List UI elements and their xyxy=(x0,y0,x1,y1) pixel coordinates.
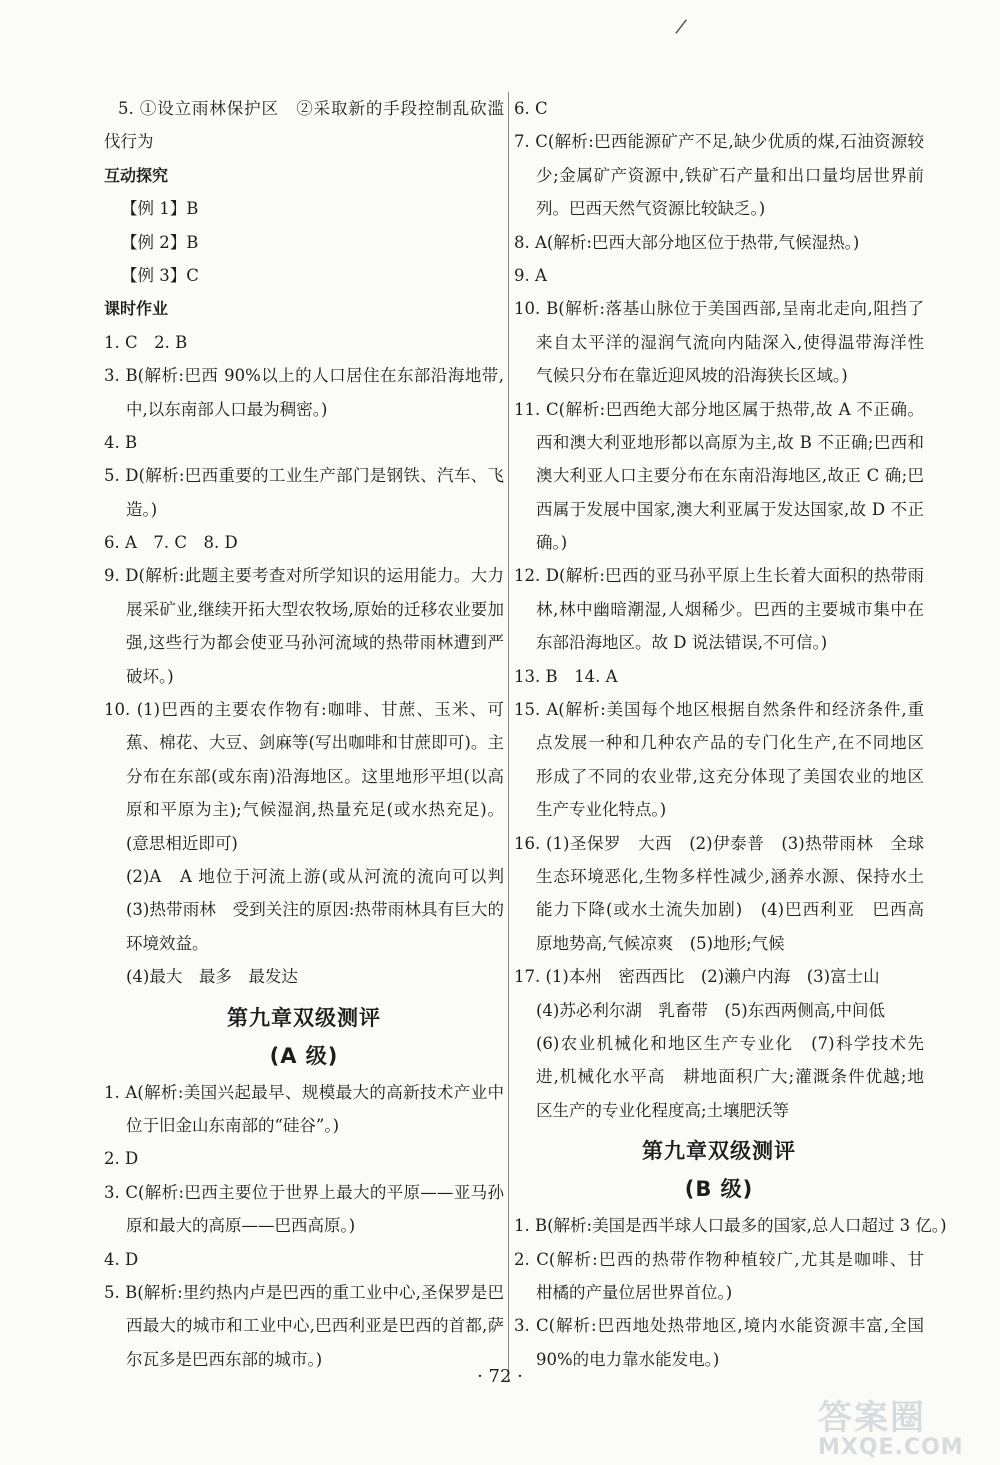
answer-line: 列。巴西天然气资源比较缺乏。) xyxy=(536,199,766,219)
answer-line: 少;金属矿产资源中,铁矿石产量和出口量均居世界前 xyxy=(536,165,924,185)
answer-line: 原地势高,气候凉爽 (5)地形;气候 xyxy=(536,933,785,953)
answer-line: 西最大的城市和工业中心,巴西利亚是巴西的首都,萨 xyxy=(126,1316,504,1336)
answer-line: 原和最大的高原——巴西高原。) xyxy=(126,1216,356,1236)
answer-line: 8. A(解析:巴西大部分地区位于热带,气候湿热。) xyxy=(514,232,860,252)
answer-line: 分布在东部(或东南)沿海地区。这里地形平坦(以高 xyxy=(126,766,504,786)
answer-line: 1. A(解析:美国兴起最早、规模最大的高新技术产业中 xyxy=(104,1082,504,1102)
answer-line: 伐行为 xyxy=(104,132,154,152)
left-answer-list xyxy=(104,92,504,994)
answer-line: 7. C(解析:巴西能源矿产不足,缺少优质的煤,石油资源较 xyxy=(514,132,924,152)
answer-line: 5. ①设立雨林保护区 ②采取新的手段控制乱砍滥 xyxy=(118,99,504,118)
right-answer-list xyxy=(514,92,924,1127)
answer-line: 生产专业化特点。) xyxy=(536,800,667,820)
answer-line: 3. C(解析:巴西地处热带地区,境内水能资源丰富,全国 xyxy=(514,1316,924,1336)
left-answer-list-a-level xyxy=(104,1076,504,1377)
answer-line: 6. C xyxy=(514,99,548,118)
answer-line: 【例 3】C xyxy=(121,265,199,285)
answer-line: 形成了不同的农业带,这充分体现了美国农业的地区 xyxy=(536,766,924,786)
answer-line: 东部沿海地区。故 D 说法错误,不可信。) xyxy=(536,633,828,653)
answer-line: 11. C(解析:巴西绝大部分地区属于热带,故 A 不正确。 xyxy=(514,399,924,419)
answer-line: 尔瓦多是巴西东部的城市。) xyxy=(126,1349,323,1369)
answer-line: 90%的电力靠水能发电。) xyxy=(536,1349,720,1369)
answer-line: 进,机械化水平高 耕地面积广大;灌溉条件优越;地 xyxy=(536,1067,924,1087)
answer-line: 区生产的专业化程度高;土壤肥沃等 xyxy=(536,1100,790,1120)
left-column xyxy=(104,92,504,1376)
answer-line: 5. D(解析:巴西重要的工业生产部门是钢铁、汽车、飞 xyxy=(104,466,504,486)
answer-line: 【例 1】B xyxy=(121,199,199,219)
answer-line: 4. D xyxy=(104,1249,139,1269)
column-divider xyxy=(508,92,509,1382)
answer-line: (4)苏必利尔湖 乳畜带 (5)东西两侧高,中间低 xyxy=(536,1000,885,1020)
answer-line: 12. D(解析:巴西的亚马孙平原上生长着大面积的热带雨 xyxy=(514,566,924,586)
answer-line: 2. C(解析:巴西的热带作物种植较广,尤其是咖啡、甘 xyxy=(514,1249,924,1269)
answer-line: 原和平原为主);气候湿润,热量充足(或水热充足)。 xyxy=(126,800,504,820)
answer-line: 澳大利亚人口主要分布在东南沿海地区,故正 C 确;巴 xyxy=(536,466,924,486)
answer-line: (3)热带雨林 受到关注的原因:热带雨林具有巨大的 xyxy=(126,900,504,920)
answer-line: 互动探究 xyxy=(104,165,169,185)
answer-line: 13. B 14. A xyxy=(514,666,618,686)
answer-line: 【例 2】B xyxy=(121,232,199,252)
answer-line: 林,林中幽暗潮湿,人烟稀少。巴西的主要城市集中在 xyxy=(536,599,924,619)
answer-line: 气候只分布在靠近迎风坡的沿海狭长区域。) xyxy=(536,366,848,386)
section-subheading-b: (B 级) xyxy=(684,1177,754,1202)
answer-line: 点发展一种和几种农产品的专门化生产,在不同地区 xyxy=(536,733,924,753)
answer-line: 3. C(解析:巴西主要位于世界上最大的平原——亚马孙 xyxy=(104,1182,504,1202)
answer-line: 16. (1)圣保罗 大西 (2)伊泰普 (3)热带雨林 全球 xyxy=(514,833,924,853)
answer-line: 造。) xyxy=(126,499,158,519)
section-subheading-a: (A 级) xyxy=(269,1043,339,1068)
answer-line: 2. D xyxy=(104,1149,139,1169)
answer-line: 1. B(解析:美国是西半球人口最多的国家,总人口超过 3 亿。) xyxy=(514,1216,947,1236)
answer-line: 课时作业 xyxy=(104,299,169,319)
right-answer-list-b-level xyxy=(514,1209,947,1376)
answer-line: 位于旧金山东南部的“硅谷”。) xyxy=(126,1115,340,1135)
section-heading-b: 第九章双级测评 xyxy=(642,1139,796,1164)
watermark-logo xyxy=(818,1390,988,1460)
answer-line: 生态环境恶化,生物多样性减少,涵养水源、保持水土 xyxy=(536,866,924,886)
answer-line: 15. A(解析:美国每个地区根据自然条件和经济条件,重 xyxy=(514,700,924,720)
answer-line: (2)A A 地位于河流上游(或从河流的流向可以判 xyxy=(126,866,504,886)
right-column xyxy=(514,92,947,1376)
answer-line: 1. C 2. B xyxy=(104,332,188,352)
answer-line: 来自太平洋的湿润气流向内陆深入,使得温带海洋性 xyxy=(536,332,924,352)
page-number: · 72 · xyxy=(477,1366,523,1387)
answer-line: 展采矿业,继续开拓大型农牧场,原始的迁移农业要加 xyxy=(126,599,504,619)
answer-line: 9. A xyxy=(514,265,547,285)
answer-line: 西和澳大利亚地形都以高原为主,故 B 不正确;巴西和 xyxy=(536,432,924,452)
answer-line: 5. B(解析:里约热内卢是巴西的重工业中心,圣保罗是巴 xyxy=(104,1282,504,1302)
answer-line: 中,以东南部人口最为稠密。) xyxy=(126,399,328,419)
answer-line: 3. B(解析:巴西 90%以上的人口居住在东部沿海地带, xyxy=(104,366,504,386)
section-heading-a: 第九章双级测评 xyxy=(227,1005,381,1030)
answer-line: 10. (1)巴西的主要农作物有:咖啡、甘蔗、玉米、可 xyxy=(104,700,504,720)
answer-line: 能力下降(或水土流失加剧) (4)巴西利亚 巴西高 xyxy=(536,900,924,920)
answer-line: 17. (1)本州 密西西比 (2)濑户内海 (3)富士山 xyxy=(514,967,880,987)
answer-line: (4)最大 最多 最发达 xyxy=(126,967,298,987)
watermark-text-bottom: MXQE.COM xyxy=(818,1435,964,1460)
answer-line: 西属于发展中国家,澳大利亚属于发达国家,故 D 不正 xyxy=(536,499,924,519)
answer-line: (6)农业机械化和地区生产专业化 (7)科学技术先 xyxy=(536,1033,924,1053)
answer-line: 确。) xyxy=(536,533,568,553)
answer-line: (意思相近即可) xyxy=(126,833,238,853)
watermark-text-top: 答案圈 xyxy=(818,1398,926,1438)
answer-line: 破坏。) xyxy=(126,666,174,686)
answer-line: 4. B xyxy=(104,432,138,452)
answer-line: 10. B(解析:落基山脉位于美国西部,呈南北走向,阻挡了 xyxy=(514,299,924,319)
answer-line: 蕉、棉花、大豆、剑麻等(写出咖啡和甘蔗即可)。主 xyxy=(126,733,504,753)
page-corner-mark: / xyxy=(674,13,689,39)
answer-line: 柑橘的产量位居世界首位。) xyxy=(536,1282,733,1302)
answer-line: 强,这些行为都会使亚马孙河流域的热带雨林遭到严 xyxy=(126,633,504,653)
answer-line: 环境效益。 xyxy=(126,933,209,953)
answer-line: 9. D(解析:此题主要考查对所学知识的运用能力。大力 xyxy=(104,566,504,586)
answer-line: 6. A 7. C 8. D xyxy=(104,533,238,553)
